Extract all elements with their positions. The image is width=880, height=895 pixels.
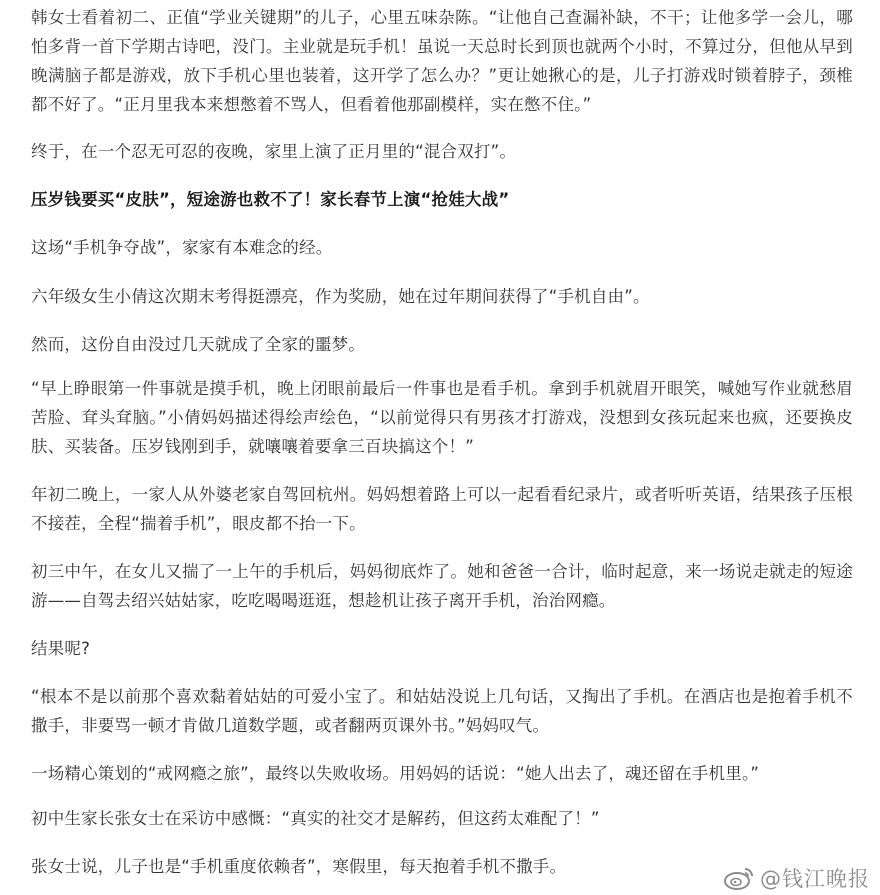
paragraph-6: “早上睁眼第一件事就是摸手机，晚上闭眼前最后一件事也是看手机。拿到手机就眉开眼笑，喊她写作业就愁眉苦脸、耷头耷脑。”小倩妈妈描述得绘声绘色，“以前觉得只有男孩才打游戏，没想到女孩玩起来也疯，还要换皮肤、买装备。压岁钱刚到手，就嚷嚷着要拿三百块搞这个！” [31, 379, 853, 456]
paragraph-13: 张女士说，儿子也是“手机重度依赖者”，寒假里，每天抱着手机不撒手。 [31, 857, 567, 876]
section-heading: 压岁钱要买“皮肤”，短途游也救不了！家长春节上演“抢娃大战” [31, 190, 510, 209]
paragraph-9: 结果呢? [31, 639, 91, 658]
paragraph-10: “根本不是以前那个喜欢黏着姑姑的可爱小宝了。和姑姑没说上几句话，又掏出了手机。在酒店也是抱着手机不撒手，非要骂一顿才肯做几道数学题，或者翻两页课外书。”妈妈叹气。 [31, 687, 853, 735]
paragraph-4: 六年级女生小倩这次期末考得挺漂亮，作为奖励，她在过年期间获得了“手机自由”。 [31, 287, 650, 306]
paragraph-2: 终于，在一个忍无可忍的夜晚，家里上演了正月里的“混合双打”。 [31, 142, 517, 161]
paragraph-1: 韩女士看着初二、正值“学业关键期”的儿子，心里五味杂陈。“让他自己查漏补缺，不干；让他多学一会儿，哪怕多背一首下学期古诗吧，没门。主业就是玩手机！虽说一天总时长到顶也就两个小时，不算过分，但他从早到晚满脑子都是游戏，放下手机心里也装着，这开学了怎么办？”更让她揪心的是，儿子打游戏时锁着脖子，颈椎都不好了。“正月里我本来想憋着不骂人，但看着他那副模样，实在憋不住。” [31, 8, 853, 114]
paragraph-7: 年初二晚上，一家人从外婆老家自驾回杭州。妈妈想着路上可以一起看看纪录片，或者听听英语，结果孩子压根不接茬，全程“揣着手机”，眼皮都不抬一下。 [31, 485, 853, 533]
paragraph-3: 这场“手机争夺战”，家家有本难念的经。 [31, 238, 333, 257]
source-watermark [723, 865, 870, 891]
watermark-text: @钱江晚报 [760, 867, 870, 891]
paragraph-5: 然而，这份自由没过几天就成了全家的噩梦。 [31, 335, 365, 354]
paragraph-8: 初三中午，在女儿又揣了一上午的手机后，妈妈彻底炸了。她和爸爸一合计，临时起意，来一场说走就走的短途游——自驾去绍兴姑姑家，吃吃喝喝逛逛，想趁机让孩子离开手机，治治网瘾。 [31, 562, 853, 610]
paragraph-12: 初中生家长张女士在采访中感慨：“真实的社交才是解药，但这药太难配了！” [31, 809, 600, 828]
weibo-icon [723, 865, 755, 891]
paragraph-11: 一场精心策划的“戒网瘾之旅”，最终以失败收场。用妈妈的话说：“她人出去了，魂还留在手机里。” [31, 764, 760, 783]
